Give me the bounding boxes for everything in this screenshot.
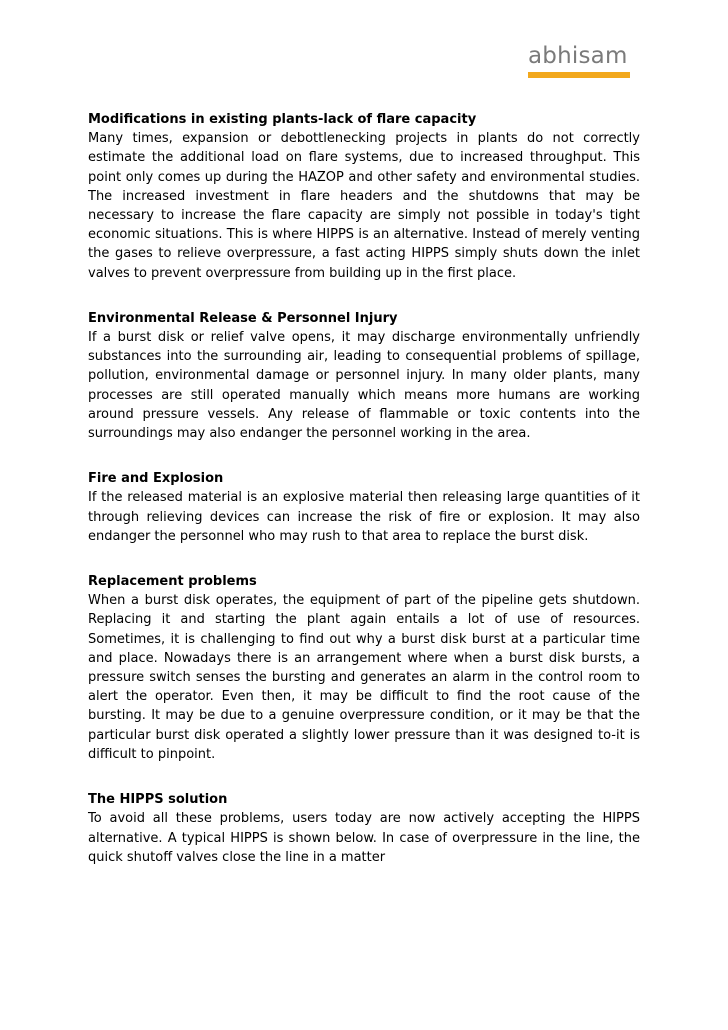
section-fire-explosion	[88, 469, 640, 546]
section-paragraph: If the released material is an explosive material then releasing large quantities of it through relieving devices can increase the risk of fire or explosion. It may also endanger the personnel who may rush to that area to replace the burst disk.	[88, 490, 640, 544]
section-paragraph: Many times, expansion or debottlenecking projects in plants do not correctly estimate the additional load on flare systems, due to increased throughput. This point only comes up during the HAZOP and other safety and environmental studies. The increased investment in flare headers and the shutdowns that may be necessary to increase the flare capacity are simply not possible in today's tight economic situations. This is where HIPPS is an alternative. Instead of merely venting the gases to relieve overpressure, a fast acting HIPPS simply shuts down the inlet valves to prevent overpressure from building up in the first place.	[88, 131, 640, 281]
abhisam-logo	[528, 44, 630, 78]
section-environmental-release	[88, 309, 640, 443]
section-spacer	[88, 764, 640, 790]
section-heading: Environmental Release & Personnel Injury	[88, 310, 398, 326]
section-paragraph: To avoid all these problems, users today are now actively accepting the HIPPS alternative. A typical HIPPS is shown below. In case of overpressure in the line, the quick shutoff valves close the line in a matter	[88, 811, 640, 865]
section-heading: Fire and Explosion	[88, 471, 224, 487]
section-spacer	[88, 546, 640, 572]
document-body	[88, 110, 640, 867]
logo-wordmark: abhisam	[528, 43, 628, 69]
logo-underline-bar	[528, 72, 630, 78]
section-heading: Replacement problems	[88, 574, 257, 590]
section-paragraph: When a burst disk operates, the equipment of part of the pipeline gets shutdown. Replacing it and starting the plant again entails a lot of use of resources. Sometimes, it is challenging to find out why a burst disk burst at a particular time and place. Nowadays there is an arrangement where when a burst disk bursts, a pressure switch senses the bursting and generates an alarm in the control room to alert the operator. Even then, it may be difficult to find the root cause of the bursting. It may be due to a genuine overpressure condition, or it may be that the particular burst disk operated a slightly lower pressure than it was designed to-it is difficult to pinpoint.	[88, 593, 640, 762]
section-spacer	[88, 283, 640, 309]
section-heading: The HIPPS solution	[88, 792, 228, 808]
section-paragraph: If a burst disk or relief valve opens, it may discharge environmentally unfriendly substances into the surrounding air, leading to consequential problems of spillage, pollution, environmental damage or personnel injury. In many older plants, many processes are still operated manually which means more humans are working around pressure vessels. Any release of flammable or toxic contents into the surroundings may also endanger the personnel working in the area.	[88, 330, 640, 442]
section-spacer	[88, 443, 640, 469]
section-replacement-problems	[88, 572, 640, 764]
section-flare-capacity	[88, 110, 640, 283]
section-heading: Modifications in existing plants-lack of flare capacity	[88, 112, 477, 127]
section-hipps-solution	[88, 790, 640, 867]
